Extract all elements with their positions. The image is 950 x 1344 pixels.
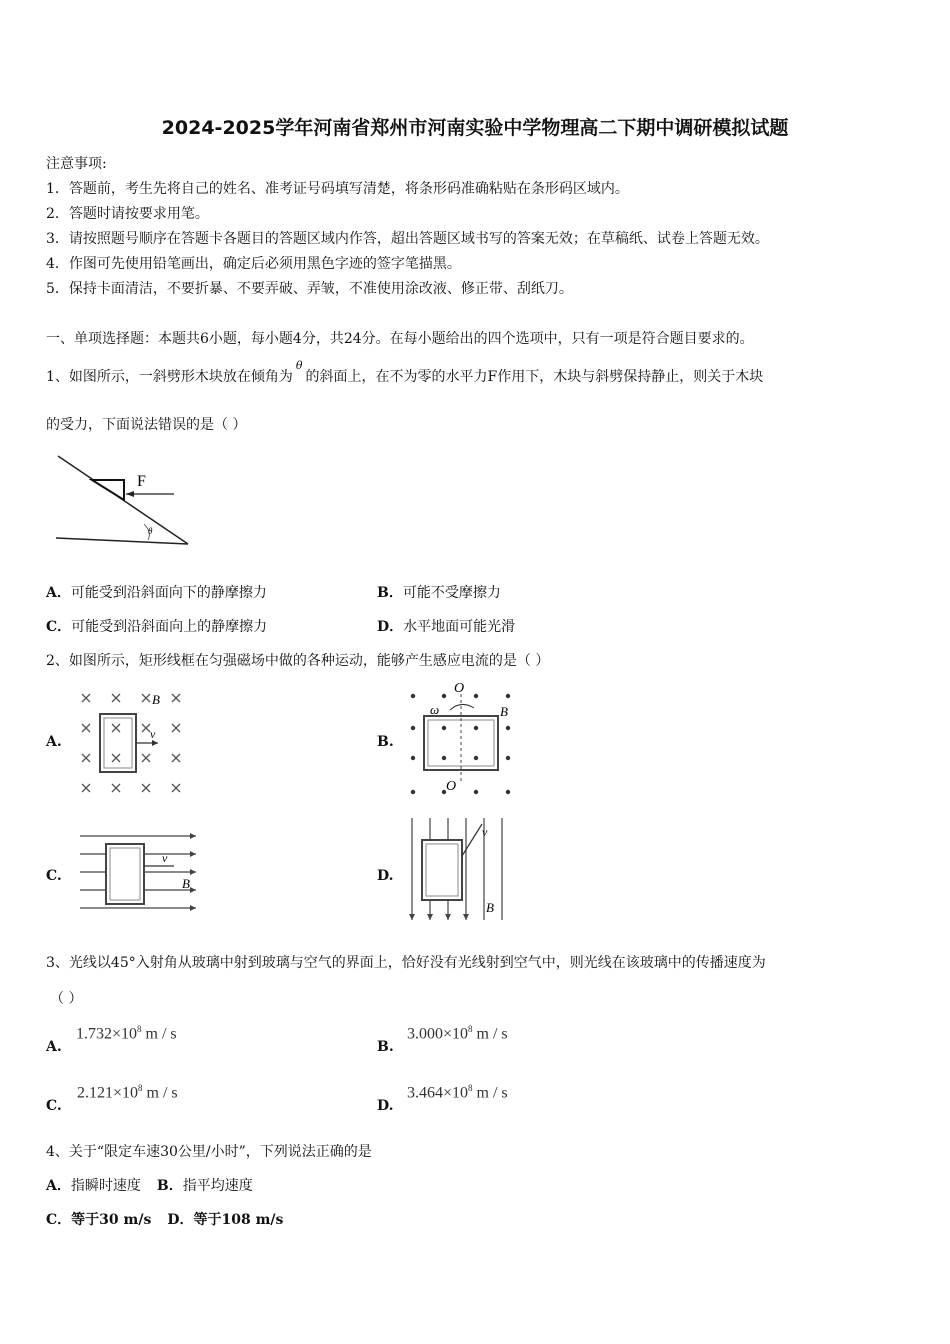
notice-item: 5．保持卡面清洁，不要折暴、不要弄破、弄皱，不准使用涂改液、修正带、刮纸刀。 bbox=[46, 281, 573, 297]
axis-label-bottom: O bbox=[446, 779, 457, 794]
q4-option-a[interactable]: A．指瞬时速度 bbox=[46, 1178, 141, 1194]
q3-option-a[interactable]: A. bbox=[46, 1039, 62, 1055]
q1-theta: θ bbox=[295, 359, 303, 372]
section-heading: 一、单项选择题：本题共6小题，每小题4分，共24分。在每小题给出的四个选项中，只有一项是符合题目要求的。 bbox=[46, 331, 754, 347]
q4-option-b[interactable]: B．指平均速度 bbox=[156, 1178, 253, 1194]
notice-item: 4．作图可先使用铅笔画出，确定后必须用黑色字迹的签字笔描黑。 bbox=[46, 256, 461, 272]
q3-option-c[interactable]: C. bbox=[46, 1098, 62, 1114]
velocity-label: v bbox=[162, 851, 168, 865]
q4-options-row-2 bbox=[46, 1209, 283, 1229]
q4-option-d[interactable]: D．等于108 m/s bbox=[167, 1212, 284, 1228]
q3-option-d-value: $3.464\times 10^8$ m / s bbox=[407, 1083, 508, 1102]
q2-text: 2、如图所示，矩形线框在匀强磁场中做的各种运动，能够产生感应电流的是（ ） bbox=[46, 653, 550, 669]
notice-heading: 注意事项: bbox=[46, 156, 107, 172]
q1-text-a: 1、如图所示，一斜劈形木块放在倾角为 bbox=[46, 369, 293, 385]
velocity-arrow bbox=[462, 824, 482, 856]
q1-option-c[interactable]: C．可能受到沿斜面向上的静摩擦力 bbox=[46, 619, 268, 635]
coil-frame bbox=[100, 714, 136, 772]
notice-item: 2．答题时请按要求用笔。 bbox=[46, 206, 209, 222]
q4-option-c[interactable]: C．等于30 m/s bbox=[46, 1212, 152, 1228]
angle-label: θ bbox=[148, 526, 153, 536]
q1-figure bbox=[52, 452, 192, 552]
q2-option-a-label[interactable]: A. bbox=[46, 734, 62, 750]
notice-item: 1．答题前，考生先将自己的姓名、准考证号码填写清楚，将条形码准确粘贴在条形码区域内。 bbox=[46, 181, 629, 197]
field-label: B bbox=[182, 876, 190, 891]
q4-text: 4、关于“限定车速30公里/小时”，下列说法正确的是 bbox=[46, 1144, 372, 1160]
q3-option-d[interactable]: D. bbox=[377, 1098, 394, 1114]
coil-frame bbox=[106, 844, 144, 904]
q2-option-d-label[interactable]: D. bbox=[377, 868, 394, 884]
page-title: 2024-2025学年河南省郑州市河南实验中学物理高二下期中调研模拟试题 bbox=[161, 117, 789, 139]
q2-figure-d[interactable] bbox=[404, 816, 509, 926]
q2-figure-a[interactable] bbox=[74, 688, 189, 798]
q1-text bbox=[46, 359, 764, 386]
q1-text-c: 的受力，下面说法错误的是（ ） bbox=[46, 417, 247, 433]
q3-option-b[interactable]: B. bbox=[377, 1039, 394, 1055]
q1-option-d[interactable]: D．水平地面可能光滑 bbox=[377, 619, 516, 635]
q1-option-a[interactable]: A．可能受到沿斜面向下的静摩擦力 bbox=[46, 585, 267, 601]
field-label: B bbox=[500, 704, 508, 719]
q2-option-b-label[interactable]: B. bbox=[377, 734, 394, 750]
q4-options-row-1 bbox=[46, 1175, 253, 1195]
q3-option-a-value: $1.732\times 10^8$ m / s bbox=[76, 1024, 177, 1043]
rotation-arrow bbox=[450, 704, 474, 710]
q2-figure-b[interactable] bbox=[404, 680, 519, 798]
q2-option-c-label[interactable]: C. bbox=[46, 868, 62, 884]
notice-item: 3．请按照题号顺序在答题卡各题目的答题区域内作答，超出答题区域书写的答案无效；在草稿纸、试卷上答题无效。 bbox=[46, 231, 769, 247]
omega-label: ω bbox=[430, 702, 440, 717]
velocity-label: v bbox=[482, 825, 488, 839]
q1-option-b[interactable]: B．可能不受摩擦力 bbox=[377, 585, 501, 601]
field-into-page-crosses bbox=[82, 694, 180, 792]
q3-text: 3、光线以45°入射角从玻璃中射到玻璃与空气的界面上，恰好没有光线射到空气中，则光线在该玻璃中的传播速度为 bbox=[46, 955, 766, 971]
q3-paren: （ ） bbox=[50, 991, 83, 1007]
q1-text-b: 的斜面上，在不为零的水平力F作用下，木块与斜劈保持静止，则关于木块 bbox=[305, 369, 764, 385]
velocity-label: v bbox=[150, 727, 156, 741]
q3-option-c-value: $2.121\times 10^8$ m / s bbox=[77, 1083, 178, 1102]
wedge-block bbox=[92, 480, 124, 500]
ground-line bbox=[56, 538, 188, 544]
field-label: B bbox=[486, 900, 494, 915]
q3-option-b-value: $3.000\times 10^8$ m / s bbox=[407, 1024, 508, 1043]
coil-frame bbox=[422, 840, 462, 900]
q2-figure-c[interactable] bbox=[78, 826, 203, 924]
force-arrowhead bbox=[126, 491, 134, 497]
force-label: F bbox=[137, 473, 146, 490]
field-label: B bbox=[152, 692, 160, 707]
axis-label-top: O bbox=[454, 681, 465, 696]
